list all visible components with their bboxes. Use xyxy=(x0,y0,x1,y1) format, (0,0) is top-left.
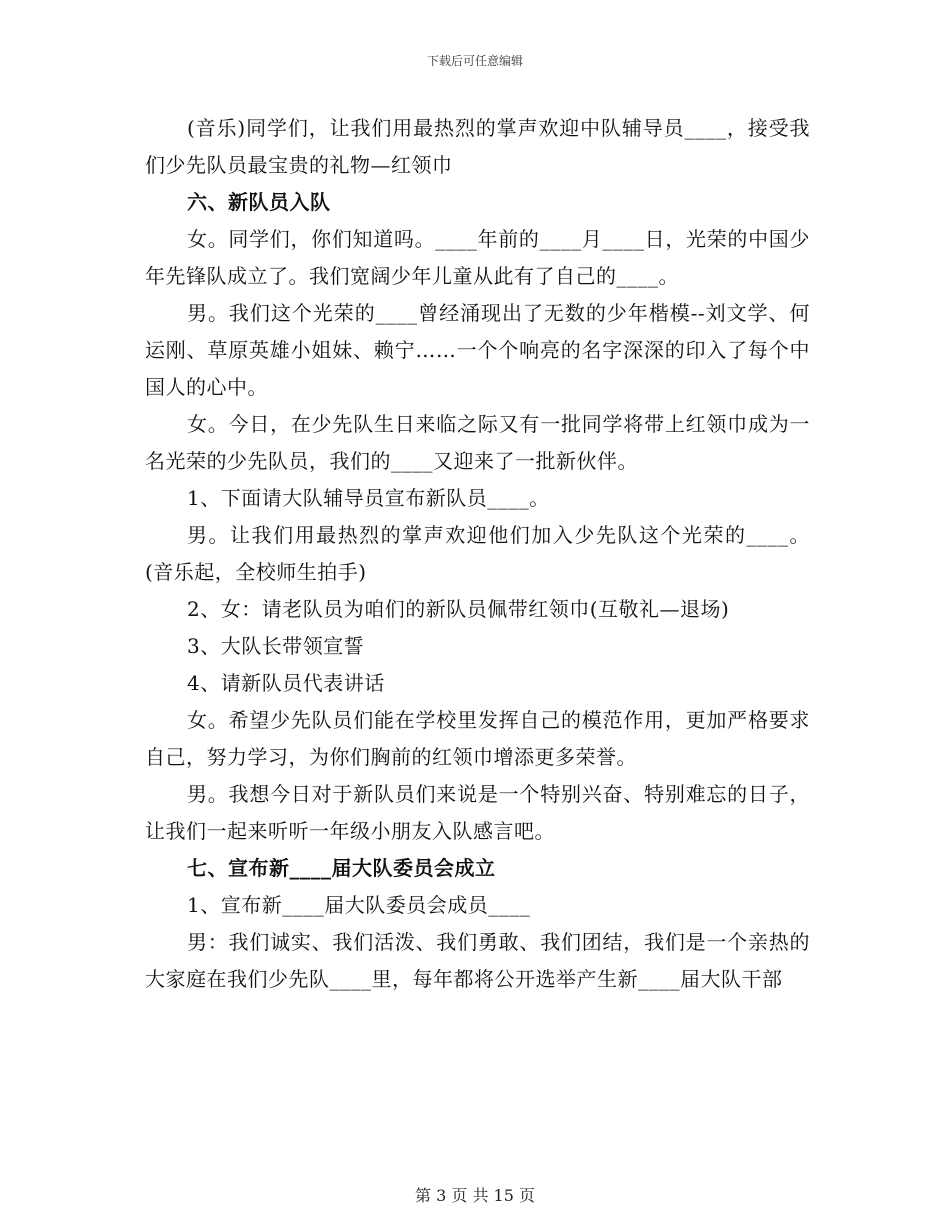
paragraph: (音乐)同学们，让我们用最热烈的掌声欢迎中队辅导员____，接受我们少先队员最宝贵的礼物—红领巾 xyxy=(145,116,810,177)
paragraph: 女。希望少先队员们能在学校里发挥自己的模范作用，更加严格要求自己，努力学习，为你们胸前的红领巾增添更多荣誉。 xyxy=(145,708,810,769)
section-heading: 六、新队员入队 xyxy=(187,190,331,214)
paragraph: 男。让我们用最热烈的掌声欢迎他们加入少先队这个光荣的____。(音乐起，全校师生拍手) xyxy=(145,523,810,584)
paragraph: 女。今日，在少先队生日来临之际又有一批同学将带上红领巾成为一名光荣的少先队员，我们的____又迎来了一批新伙伴。 xyxy=(145,412,810,473)
document-body xyxy=(145,110,810,998)
paragraph: 男：我们诚实、我们活泼、我们勇敢、我们团结，我们是一个亲热的大家庭在我们少先队____里，每年都将公开选举产生新____届大队干部 xyxy=(145,930,810,991)
paragraph: 男。我们这个光荣的____曾经涌现出了无数的少年楷模--刘文学、何运刚、草原英雄小姐妹、赖宁……一个个响亮的名字深深的印入了每个中国人的心中。 xyxy=(145,301,810,399)
section-heading: 七、宣布新____届大队委员会成立 xyxy=(187,856,496,880)
paragraph: 男。我想今日对于新队员们来说是一个特别兴奋、特别难忘的日子，让我们一起来听听一年级小朋友入队感言吧。 xyxy=(145,782,810,843)
paragraph: 女。同学们，你们知道吗。____年前的____月____日，光荣的中国少年先锋队成立了。我们宽阔少年儿童从此有了自己的____。 xyxy=(145,227,810,288)
paragraph: 1、宣布新____届大队委员会成员____ xyxy=(187,893,531,917)
paragraph: 3、大队长带领宣誓 xyxy=(187,634,365,658)
paragraph: 1、下面请大队辅导员宣布新队员____。 xyxy=(187,486,550,510)
paragraph: 4、请新队员代表讲话 xyxy=(187,671,385,695)
page-number: 第 3 页 共 15 页 xyxy=(415,1186,535,1205)
paragraph: 2、女：请老队员为咱们的新队员佩带红领巾(互敬礼—退场) xyxy=(187,597,730,621)
page-header-note: 下载后可任意编辑 xyxy=(426,54,523,68)
